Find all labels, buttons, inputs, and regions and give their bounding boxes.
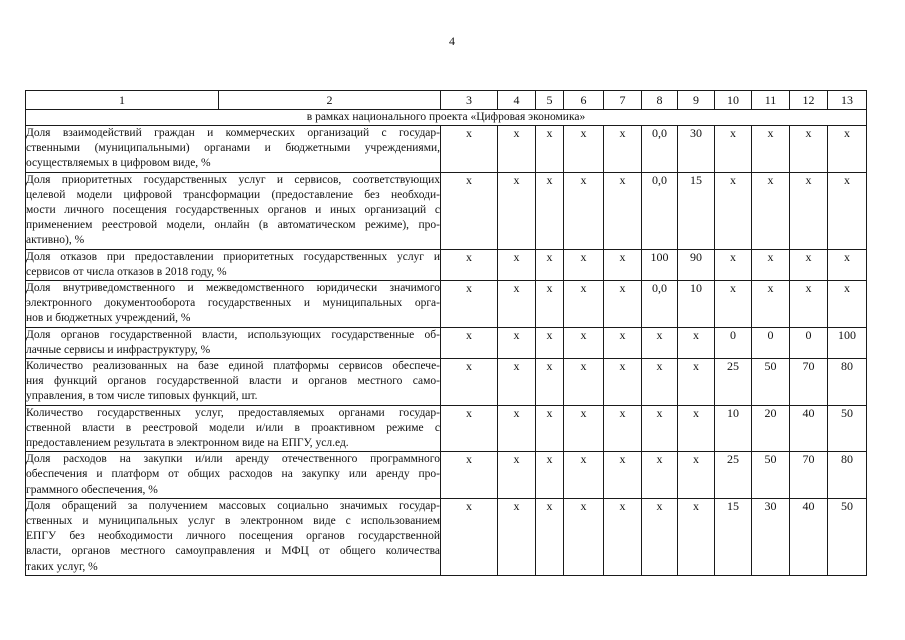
indicator-name-line: целевой модели цифровой трансформации (предоставление без необходи- xyxy=(26,188,440,201)
value-cell-col-13: x xyxy=(828,172,867,249)
indicator-name xyxy=(26,249,441,280)
value-cell-col-8: 100 xyxy=(642,249,678,280)
value-cell-col-3: x xyxy=(441,172,498,249)
value-cell-col-8: x xyxy=(642,498,678,575)
value-cell-col-8: 0,0 xyxy=(642,172,678,249)
indicator-name-line: Доля расходов на закупки и/или аренду отечественного программного xyxy=(26,453,440,466)
value-cell-col-10: 25 xyxy=(715,452,752,499)
header-row xyxy=(26,91,867,110)
value-cell-col-9: x xyxy=(678,498,715,575)
indicator-name-line: граммного обеспечения, % xyxy=(26,483,158,496)
value-cell-col-4: x xyxy=(498,452,536,499)
value-cell-col-8: x xyxy=(642,452,678,499)
value-cell-col-11: x xyxy=(752,281,790,328)
value-cell-col-10: 10 xyxy=(715,405,752,452)
page-number: 4 xyxy=(449,34,455,48)
indicator-name-line: ственными (муниципальными) органами и бюджетными учреждениями, xyxy=(26,142,440,155)
value-cell-col-10: 0 xyxy=(715,327,752,358)
indicator-name-line: активно), % xyxy=(26,234,85,247)
indicator-name-line: Доля органов государственной власти, использующих государственные об- xyxy=(26,328,440,341)
indicator-row xyxy=(26,498,867,575)
section-row xyxy=(26,110,867,126)
value-cell-col-4: x xyxy=(498,405,536,452)
value-cell-col-6: x xyxy=(564,281,604,328)
value-cell-col-6: x xyxy=(564,249,604,280)
indicator-name-line: сервисов от числа отказов в 2018 году, % xyxy=(26,265,227,278)
value-cell-col-9: 90 xyxy=(678,249,715,280)
value-cell-col-5: x xyxy=(536,452,564,499)
value-cell-col-6: x xyxy=(564,172,604,249)
value-cell-col-9: x xyxy=(678,452,715,499)
indicator-name xyxy=(26,327,441,358)
indicator-name xyxy=(26,452,441,499)
value-cell-col-10: x xyxy=(715,126,752,173)
indicator-name-line: применением реестровой модели, онлайн (в автоматическом режиме), про- xyxy=(26,219,440,232)
value-cell-col-4: x xyxy=(498,126,536,173)
value-cell-col-12: 70 xyxy=(790,452,828,499)
value-cell-col-4: x xyxy=(498,172,536,249)
value-cell-col-9: x xyxy=(678,327,715,358)
indicator-name-line: Доля внутриведомственного и межведомственного юридически значимого xyxy=(26,282,440,295)
value-cell-col-12: x xyxy=(790,249,828,280)
indicator-row xyxy=(26,249,867,280)
value-cell-col-3: x xyxy=(441,281,498,328)
value-cell-col-5: x xyxy=(536,249,564,280)
value-cell-col-11: x xyxy=(752,172,790,249)
indicator-row xyxy=(26,281,867,328)
value-cell-col-4: x xyxy=(498,359,536,406)
value-cell-col-3: x xyxy=(441,327,498,358)
header-cell-4: 4 xyxy=(498,91,536,110)
value-cell-col-12: 70 xyxy=(790,359,828,406)
indicator-name-line: лачные сервисы и инфраструктуру, % xyxy=(26,343,211,356)
header-cell-8: 8 xyxy=(642,91,678,110)
value-cell-col-13: x xyxy=(828,249,867,280)
indicator-row xyxy=(26,405,867,452)
value-cell-col-7: x xyxy=(604,327,642,358)
value-cell-col-8: x xyxy=(642,327,678,358)
header-cell-13: 13 xyxy=(828,91,867,110)
indicator-name-line: нов и бюджетных учреждений, % xyxy=(26,312,191,325)
value-cell-col-8: x xyxy=(642,405,678,452)
header-cell-11: 11 xyxy=(752,91,790,110)
value-cell-col-11: 50 xyxy=(752,359,790,406)
value-cell-col-12: x xyxy=(790,172,828,249)
value-cell-col-3: x xyxy=(441,405,498,452)
indicator-name-line: Количество государственных услуг, предоставляемых органами государ- xyxy=(26,406,440,419)
value-cell-col-9: 15 xyxy=(678,172,715,249)
value-cell-col-13: x xyxy=(828,281,867,328)
value-cell-col-12: 40 xyxy=(790,498,828,575)
indicator-name-line: Доля взаимодействий граждан и коммерческих организаций с государ- xyxy=(26,127,440,139)
value-cell-col-10: x xyxy=(715,281,752,328)
value-cell-col-4: x xyxy=(498,498,536,575)
value-cell-col-6: x xyxy=(564,327,604,358)
indicator-name-line: Доля отказов при предоставлении приоритетных государственных услуг и xyxy=(26,250,440,263)
value-cell-col-7: x xyxy=(604,359,642,406)
header-cell-7: 7 xyxy=(604,91,642,110)
value-cell-col-5: x xyxy=(536,359,564,406)
indicator-row xyxy=(26,172,867,249)
table-body xyxy=(26,110,867,576)
value-cell-col-7: x xyxy=(604,249,642,280)
header-cell-6: 6 xyxy=(564,91,604,110)
value-cell-col-13: 80 xyxy=(828,359,867,406)
value-cell-col-5: x xyxy=(536,498,564,575)
value-cell-col-3: x xyxy=(441,126,498,173)
value-cell-col-4: x xyxy=(498,249,536,280)
value-cell-col-9: x xyxy=(678,359,715,406)
value-cell-col-5: x xyxy=(536,172,564,249)
header-cell-1: 1 xyxy=(26,91,219,110)
value-cell-col-4: x xyxy=(498,327,536,358)
indicator-name-line: власти, органов местного самоуправления и МФЦ от общего количества xyxy=(26,545,440,558)
indicator-name-line: ния функций органов государственной власти и органов местного само- xyxy=(26,375,440,388)
value-cell-col-6: x xyxy=(564,405,604,452)
value-cell-col-10: 15 xyxy=(715,498,752,575)
indicator-row xyxy=(26,452,867,499)
value-cell-col-5: x xyxy=(536,126,564,173)
section-title: в рамках национального проекта «Цифровая экономика» xyxy=(26,110,867,126)
value-cell-col-7: x xyxy=(604,452,642,499)
value-cell-col-9: 30 xyxy=(678,126,715,173)
value-cell-col-13: 50 xyxy=(828,498,867,575)
header-cell-12: 12 xyxy=(790,91,828,110)
indicator-name-line: электронного документооборота государственных и муниципальных орга- xyxy=(26,297,440,310)
header-cell-10: 10 xyxy=(715,91,752,110)
indicator-name-line: Количество реализованных на базе единой платформы сервисов обеспече- xyxy=(26,360,440,373)
value-cell-col-13: x xyxy=(828,126,867,173)
value-cell-col-5: x xyxy=(536,405,564,452)
value-cell-col-6: x xyxy=(564,452,604,499)
indicator-name xyxy=(26,126,441,173)
indicator-name-line: обеспечения и платформ от общих расходов на закупку или аренду про- xyxy=(26,468,440,481)
value-cell-col-12: 40 xyxy=(790,405,828,452)
indicator-name-line: предоставлением результата в электронном виде на ЕПГУ, усл.ед. xyxy=(26,437,349,450)
value-cell-col-8: 0,0 xyxy=(642,126,678,173)
value-cell-col-3: x xyxy=(441,498,498,575)
value-cell-col-7: x xyxy=(604,498,642,575)
value-cell-col-11: x xyxy=(752,126,790,173)
value-cell-col-13: 100 xyxy=(828,327,867,358)
header-cell-2: 2 xyxy=(219,91,441,110)
value-cell-col-4: x xyxy=(498,281,536,328)
indicator-name xyxy=(26,281,441,328)
value-cell-col-11: 30 xyxy=(752,498,790,575)
indicators-table xyxy=(25,90,867,576)
value-cell-col-11: 20 xyxy=(752,405,790,452)
value-cell-col-12: 0 xyxy=(790,327,828,358)
indicator-name-line: управления, в том числе типовых функций, шт. xyxy=(26,390,258,403)
indicator-name-line: Доля приоритетных государственных услуг и сервисов, соответствующих xyxy=(26,173,440,186)
indicator-name xyxy=(26,359,441,406)
header-cell-9: 9 xyxy=(678,91,715,110)
value-cell-col-3: x xyxy=(441,359,498,406)
value-cell-col-3: x xyxy=(441,249,498,280)
indicator-name-line: ственной власти в реестровой модели и/или в проактивном режиме с xyxy=(26,421,440,434)
value-cell-col-12: x xyxy=(790,126,828,173)
indicator-name-line: ЕПГУ без необходимости личного посещения органов государственной xyxy=(26,530,440,543)
indicator-name-line: Доля обращений за получением массовых социально значимых государ- xyxy=(26,499,440,512)
value-cell-col-5: x xyxy=(536,327,564,358)
table-head xyxy=(26,91,867,110)
value-cell-col-8: 0,0 xyxy=(642,281,678,328)
value-cell-col-12: x xyxy=(790,281,828,328)
value-cell-col-6: x xyxy=(564,498,604,575)
indicator-name-line: ственных и муниципальных услуг в электронном виде с использованием xyxy=(26,515,440,528)
value-cell-col-11: x xyxy=(752,249,790,280)
indicator-row xyxy=(26,327,867,358)
indicator-name-line: мости личного посещения государственных органов и иных организаций с xyxy=(26,204,440,217)
value-cell-col-7: x xyxy=(604,405,642,452)
value-cell-col-7: x xyxy=(604,281,642,328)
indicator-row xyxy=(26,126,867,173)
indicator-row xyxy=(26,359,867,406)
value-cell-col-10: x xyxy=(715,172,752,249)
header-cell-5: 5 xyxy=(536,91,564,110)
value-cell-col-7: x xyxy=(604,126,642,173)
indicator-name xyxy=(26,405,441,452)
value-cell-col-11: 0 xyxy=(752,327,790,358)
value-cell-col-13: 50 xyxy=(828,405,867,452)
indicator-name xyxy=(26,172,441,249)
indicator-name xyxy=(26,498,441,575)
value-cell-col-11: 50 xyxy=(752,452,790,499)
value-cell-col-10: 25 xyxy=(715,359,752,406)
header-cell-3: 3 xyxy=(441,91,498,110)
value-cell-col-8: x xyxy=(642,359,678,406)
value-cell-col-13: 80 xyxy=(828,452,867,499)
value-cell-col-9: 10 xyxy=(678,281,715,328)
value-cell-col-7: x xyxy=(604,172,642,249)
value-cell-col-9: x xyxy=(678,405,715,452)
value-cell-col-6: x xyxy=(564,126,604,173)
indicator-name-line: осуществляемых в цифровом виде, % xyxy=(26,157,211,170)
value-cell-col-5: x xyxy=(536,281,564,328)
value-cell-col-10: x xyxy=(715,249,752,280)
value-cell-col-3: x xyxy=(441,452,498,499)
value-cell-col-6: x xyxy=(564,359,604,406)
indicator-name-line: таких услуг, % xyxy=(26,560,98,573)
